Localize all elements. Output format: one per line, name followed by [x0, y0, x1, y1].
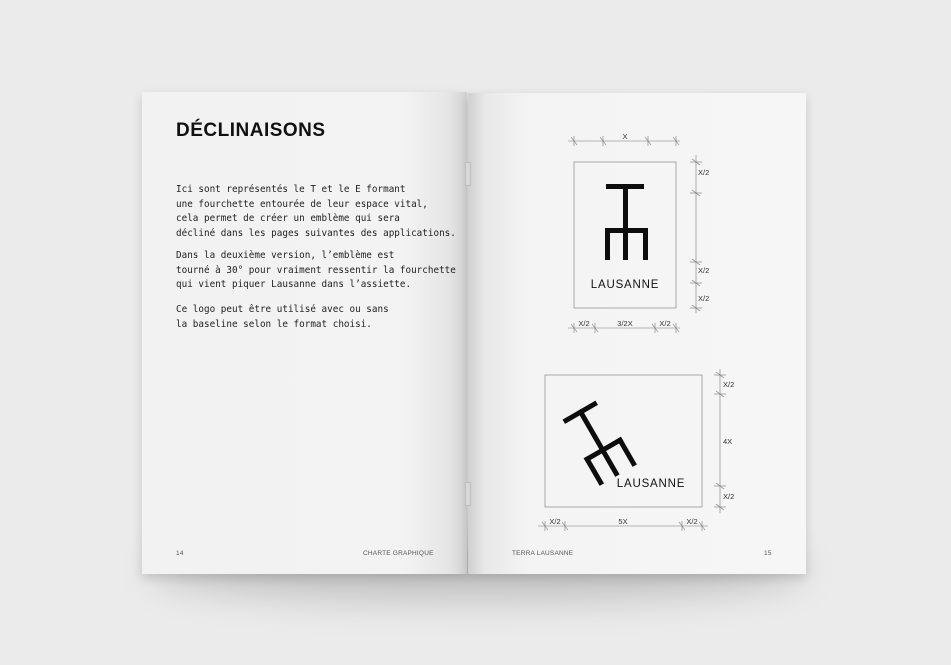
text-line: la baseline selon le format choisi. [176, 318, 372, 330]
te-emblem-rotated [562, 399, 637, 486]
page-title: DÉCLINAISONS [176, 120, 326, 141]
staple-bottom [465, 482, 471, 506]
usage-paragraph [176, 303, 446, 332]
dimension-label: X/2 [698, 168, 710, 177]
dimension-label: X/2 [659, 319, 671, 328]
page-number-left: 14 [176, 550, 184, 557]
dimension-label: 3/2X [617, 319, 633, 328]
dimension-label: X [622, 132, 628, 141]
dimension-label: X/2 [698, 266, 710, 275]
text-line: Ce logo peut être utilisé avec ou sans [176, 304, 389, 315]
dimension-label: X/2 [686, 517, 698, 526]
rotation-paragraph [176, 249, 456, 293]
text-line: Ici sont représentés le T et le E formant [176, 184, 406, 195]
dimension-label: X/2 [723, 380, 735, 389]
dimension-label: 5X [618, 517, 628, 526]
dimension-label: X/2 [723, 492, 735, 501]
logo-construction-diagram [468, 93, 806, 574]
staple-top [465, 162, 471, 186]
text-line: une fourchette entourée de leur espace vital, [176, 198, 428, 210]
brand-wordmark-rotated: LAUSANNE [616, 478, 686, 490]
brand-wordmark-vertical: LAUSANNE [590, 279, 660, 291]
right-page [468, 93, 806, 574]
left-page [142, 92, 467, 574]
dimension-label: X/2 [549, 517, 561, 526]
dimension-label: X/2 [578, 319, 590, 328]
text-line: tourné à 30° pour vraiment ressentir la fourchette [176, 264, 456, 276]
text-line: qui vient piquer Lausanne dans l’assiette. [176, 279, 412, 290]
text-line: décliné dans les pages suivantes des applications. [176, 227, 456, 239]
footer-label-right: TERRA LAUSANNE [512, 550, 574, 557]
text-line: Dans la deuxième version, l’emblème est [176, 250, 395, 261]
footer-label-left: CHARTE GRAPHIQUE [363, 550, 434, 557]
dimension-label: X/2 [698, 294, 710, 303]
dimension-label: 4X [723, 437, 733, 446]
te-emblem-vertical [605, 184, 648, 260]
text-line: cela permet de créer un emblème qui sera [176, 213, 400, 224]
intro-paragraph [176, 183, 456, 241]
page-number-right: 15 [764, 550, 772, 557]
